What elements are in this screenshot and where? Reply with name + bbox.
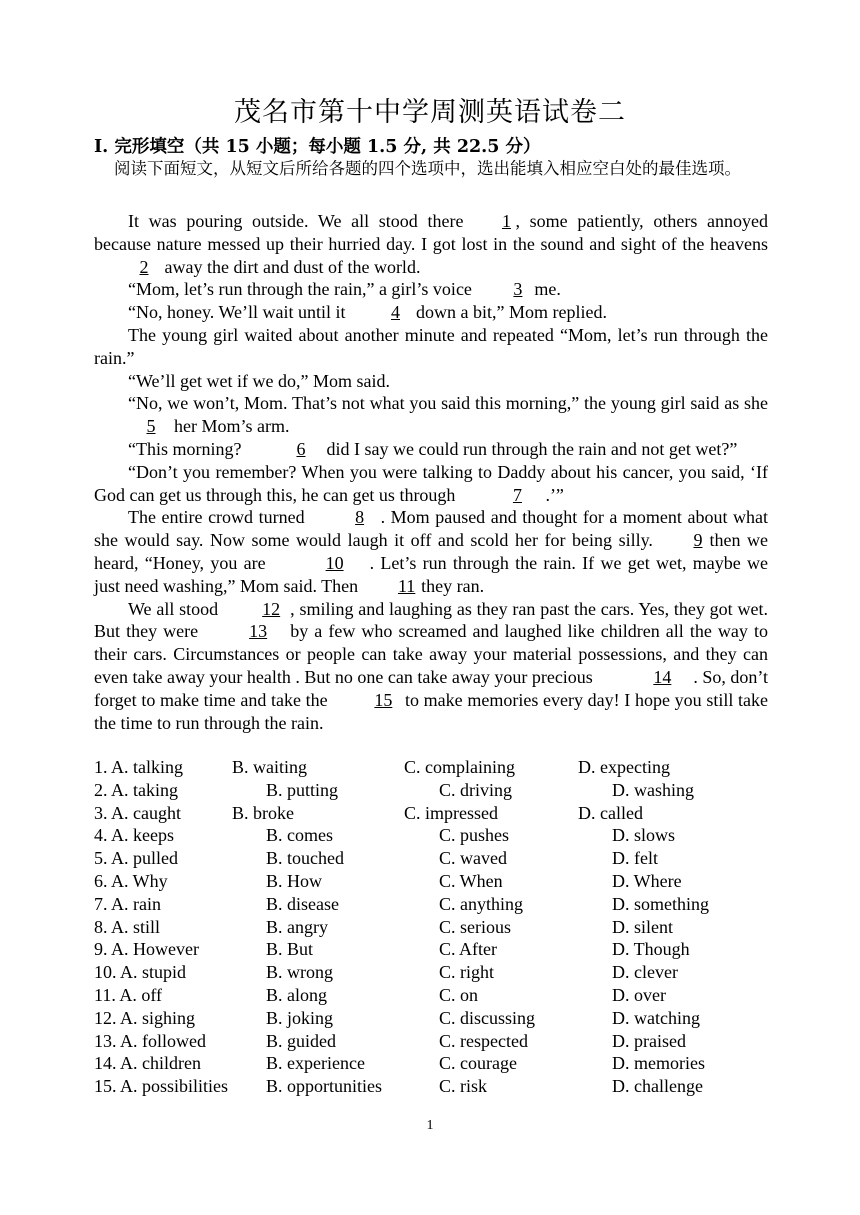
option: D. clever <box>612 962 678 983</box>
option: C. serious <box>439 916 511 937</box>
option: C. complaining <box>404 757 515 777</box>
option: C. anything <box>439 893 523 914</box>
option: 7. A. rain <box>94 893 161 914</box>
option: B. touched <box>266 848 344 869</box>
option: B. How <box>266 870 323 891</box>
option: 8. A. still <box>94 916 161 937</box>
option: 14. A. children <box>94 1053 201 1074</box>
option: B. along <box>266 984 327 1005</box>
option: D. over <box>612 984 666 1005</box>
option-row <box>94 961 774 984</box>
paragraph: “Don’t you remember? When you were talking to Daddy about his cancer, you said, ‘If God can get us through this, he can get us through 7 .’” <box>94 461 768 505</box>
paragraph: The young girl waited about another minute and repeated “Mom, let’s run through the rain.” <box>94 324 768 368</box>
option: C. discussing <box>439 1007 536 1028</box>
paragraph: “Mom, let’s run through the rain,” a girl’s voice 3 me. <box>128 279 561 300</box>
option: B. joking <box>266 1007 334 1028</box>
option: C. When <box>439 870 503 891</box>
page-number: 1 <box>426 1118 434 1133</box>
option: D. called <box>578 802 643 823</box>
blank: 8 <box>355 507 365 528</box>
option-row <box>94 847 774 870</box>
option: C. After <box>439 939 497 960</box>
option: B. guided <box>266 1030 336 1051</box>
option-row <box>94 916 774 939</box>
option: C. respected <box>439 1030 528 1051</box>
paragraph: The entire crowd turned 8 . Mom paused and thought for a moment about what she would say. Now some would laugh it off and scold her for being silly. 9 then we heard, “Honey, you are 10 . Let’s run through the rain. If we get wet, maybe we just need washing,” Mom said. Then 11 they ran. <box>94 507 768 596</box>
option-row <box>94 824 774 847</box>
option: B. putting <box>266 779 339 800</box>
option-row <box>94 1007 774 1030</box>
blank: 6 <box>296 438 306 459</box>
blank: 10 <box>325 552 344 573</box>
blank: 13 <box>249 621 268 642</box>
option: D. silent <box>612 916 673 937</box>
paragraph: “This morning? 6 did I say we could run through the rain and not get wet?” <box>128 438 738 459</box>
option-row <box>94 893 774 916</box>
blank: 4 <box>391 302 401 323</box>
paragraph: “We’ll get wet if we do,” Mom said. <box>128 370 390 391</box>
option: C. right <box>439 962 495 983</box>
option: C. on <box>439 984 479 1005</box>
blank: 9 <box>693 530 703 551</box>
option: C. impressed <box>404 802 498 823</box>
option: 2. A. taking <box>94 779 178 800</box>
option: B. broke <box>232 802 294 823</box>
option: C. courage <box>439 1053 517 1074</box>
blank: 11 <box>397 575 416 596</box>
paragraph: It was pouring outside. We all stood there 1 , some patiently, others annoyed because nature messed up their hurried day. I got lost in the sound and sight of the heavens2 away the dirt and dust of the world. <box>94 211 768 277</box>
option: C. risk <box>439 1076 488 1097</box>
option-row <box>94 756 774 779</box>
paragraph: “No, we won’t, Mom. That’s not what you said this morning,” the young girl said as she5 her Mom’s arm. <box>94 392 768 438</box>
option: 10. A. stupid <box>94 962 187 983</box>
option: 1. A. talking <box>94 757 183 777</box>
option: D. memories <box>612 1053 705 1074</box>
option: B. But <box>266 939 314 960</box>
option-row <box>94 984 774 1007</box>
blank: 2 <box>139 256 149 277</box>
option: B. opportunities <box>266 1076 382 1097</box>
option: 15. A. possibilities <box>94 1076 229 1097</box>
option: 9. A. However <box>94 939 199 960</box>
option: B. comes <box>266 825 333 846</box>
blank: 3 <box>513 279 523 300</box>
option: D. washing <box>612 779 694 800</box>
option: C. waved <box>439 848 507 869</box>
blank: 12 <box>262 598 281 619</box>
option-row <box>94 1052 774 1075</box>
option: D. Where <box>612 870 682 891</box>
instructions: 阅读下面短文，从短文后所给各题的四个选项中，选出能填入相应空白处的最佳选项。 <box>114 159 741 178</box>
option: 12. A. sighing <box>94 1007 196 1028</box>
blank: 1 <box>501 211 511 231</box>
paragraph: “No, honey. We’ll wait until it 4 down a bit,” Mom replied. <box>128 302 607 323</box>
option: D. praised <box>612 1030 686 1051</box>
blank: 5 <box>146 416 156 437</box>
option: 3. A. caught <box>94 802 181 823</box>
option: B. wrong <box>266 962 333 983</box>
option: 5. A. pulled <box>94 848 178 869</box>
option: D. something <box>612 893 709 914</box>
option-row <box>94 1030 774 1053</box>
passage <box>94 210 768 734</box>
option: D. slows <box>612 825 676 846</box>
option: B. disease <box>266 893 339 914</box>
option: 13. A. followed <box>94 1030 206 1051</box>
blank: 7 <box>512 484 522 505</box>
option: B. experience <box>266 1053 365 1074</box>
option-row <box>94 870 774 893</box>
blank: 15 <box>374 689 393 710</box>
option-row <box>94 938 774 961</box>
option: C. pushes <box>439 825 510 846</box>
option: 6. A. Why <box>94 870 168 891</box>
option-row <box>94 802 774 825</box>
option: 11. A. off <box>94 984 163 1005</box>
option: C. driving <box>439 779 513 800</box>
option: D. expecting <box>578 757 670 777</box>
option: D. felt <box>612 848 658 869</box>
option-row <box>94 1075 774 1098</box>
section-heading: I. 完形填空（共 15 小题；每小题 1.5 分, 共 22.5 分） <box>94 137 541 157</box>
option: D. Though <box>612 939 690 960</box>
option: D. challenge <box>612 1076 703 1097</box>
option: 4. A. keeps <box>94 825 174 846</box>
blank: 14 <box>653 666 672 687</box>
option: D. watching <box>612 1007 700 1028</box>
options-list <box>94 756 774 1098</box>
page-title: 茂名市第十中学周测英语试卷二 <box>234 97 626 128</box>
option: B. waiting <box>232 757 307 777</box>
option-row <box>94 779 774 802</box>
option: B. angry <box>266 916 328 937</box>
paragraph: We all stood 12 , smiling and laughing as they ran past the cars. Yes, they got wet. But they were 13 by a few who screamed and laughed like children all the way to their cars. Circumstances or people can take away your material possessions, and they can even take away your health . But no one can take away your precious 14 . So, don’t forget to make time and take the 15 to make memories every day! I hope you still take the time to run through the rain. <box>94 598 769 733</box>
